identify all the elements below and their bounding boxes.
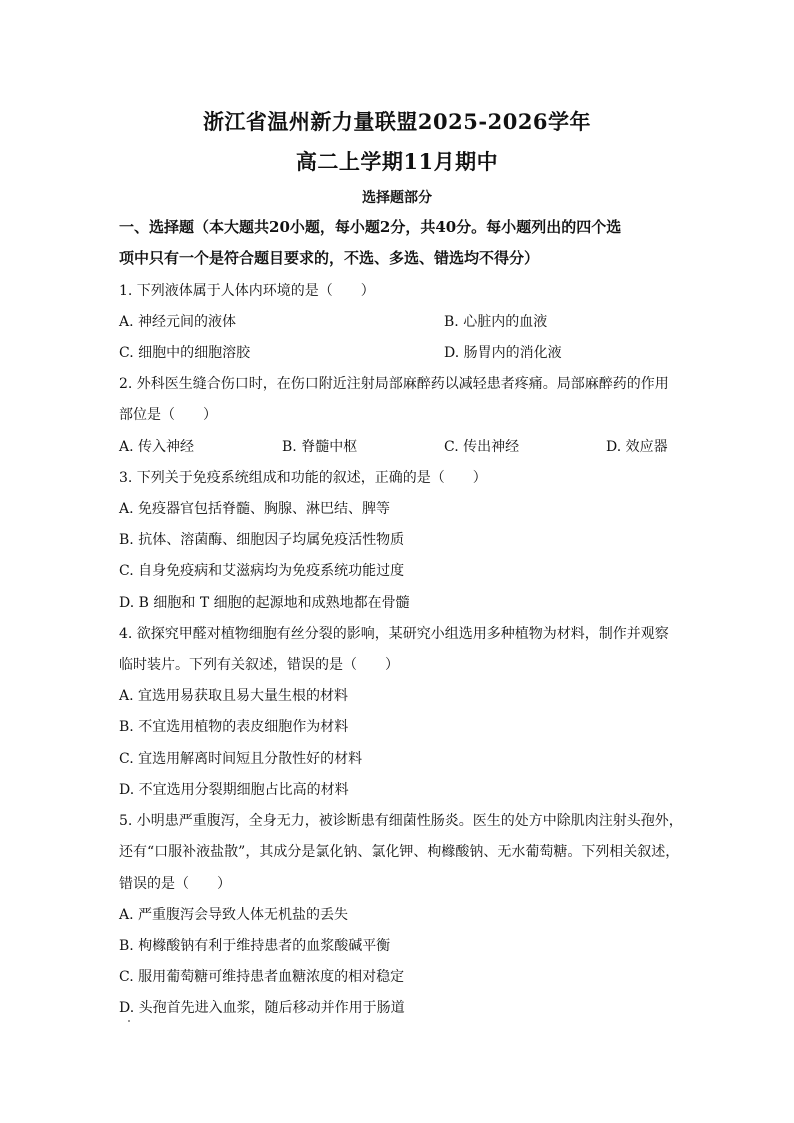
question-3-option-a: A. 免疫器官包括脊髓、胸腺、淋巴结、脾等	[119, 501, 391, 517]
question-3-option-d: D. B 细胞和 T 细胞的起源地和成熟地都在骨髓	[119, 595, 410, 611]
question-5-stem-line3: 错误的是（ ）	[119, 876, 231, 892]
question-4-stem-line1: 4. 欲探究甲醛对植物细胞有丝分裂的影响，某研究小组选用多种植物为材料，制作并观察	[119, 626, 669, 642]
question-5-option-a: A. 严重腹泻会导致人体无机盐的丢失	[119, 907, 349, 923]
question-4-option-d: D. 不宜选用分裂期细胞占比高的材料	[119, 782, 349, 798]
question-1-option-c: C. 细胞中的细胞溶胶	[119, 345, 251, 361]
question-3-option-c: C. 自身免疫病和艾滋病均为免疫系统功能过度	[119, 563, 405, 579]
question-3-stem: 3. 下列关于免疫系统组成和功能的叙述，正确的是（ ）	[119, 470, 487, 486]
exam-title-line1: 浙江省温州新力量联盟2025-2026学年	[202, 109, 592, 134]
question-5-option-c: C. 服用葡萄糖可维持患者血糖浓度的相对稳定	[119, 969, 405, 985]
question-5-option-d: D. 头孢首先进入血浆，随后移动并作用于肠道	[119, 1000, 405, 1016]
question-2-option-a: A. 传入神经	[119, 439, 195, 455]
question-2-option-b: B. 脊髓中枢	[282, 439, 358, 455]
question-5-option-b: B. 枸橼酸钠有利于维持患者的血浆酸碱平衡	[119, 938, 391, 954]
question-1-option-a: A. 神经元间的液体	[119, 314, 237, 330]
question-5-stem-line2: 还有“口服补液盐散”，其成分是氯化钠、氯化钾、枸橼酸钠、无水葡萄糖。下列相关叙述，	[119, 844, 680, 860]
question-1-option-b: B. 心脏内的血液	[444, 314, 548, 330]
stray-mark	[128, 1020, 130, 1022]
question-4-stem-line2: 临时装片。下列有关叙述，错误的是（ ）	[119, 657, 399, 673]
question-3-option-b: B. 抗体、溶菌酶、细胞因子均属免疫活性物质	[119, 532, 405, 548]
question-1-option-d: D. 肠胃内的消化液	[444, 345, 562, 361]
question-1-stem: 1. 下列液体属于人体内环境的是（ ）	[119, 283, 375, 299]
section-instruction-line1: 一、选择题（本大题共20小题，每小题2分，共40分。每小题列出的四个选	[119, 218, 622, 236]
part-heading: 选择题部分	[362, 190, 432, 206]
question-2-option-d: D. 效应器	[606, 439, 668, 455]
question-4-option-b: B. 不宜选用植物的表皮细胞作为材料	[119, 719, 349, 735]
question-2-stem-line2: 部位是（ ）	[119, 407, 217, 423]
question-4-option-c: C. 宜选用解离时间短且分散性好的材料	[119, 751, 363, 767]
question-2-stem-line1: 2. 外科医生缝合伤口时，在伤口附近注射局部麻醉药以减轻患者疼痛。局部麻醉药的作用	[119, 376, 669, 392]
question-4-option-a: A. 宜选用易获取且易大量生根的材料	[119, 688, 349, 704]
question-5-stem-line1: 5. 小明患严重腹泻，全身无力，被诊断患有细菌性肠炎。医生的处方中除肌肉注射头孢外，	[119, 813, 683, 829]
question-2-option-c: C. 传出神经	[444, 439, 520, 455]
section-instruction-line2: 项中只有一个是符合题目要求的，不选、多选、错选均不得分）	[119, 249, 540, 267]
exam-title-line2: 高二上学期11月期中	[295, 149, 499, 174]
